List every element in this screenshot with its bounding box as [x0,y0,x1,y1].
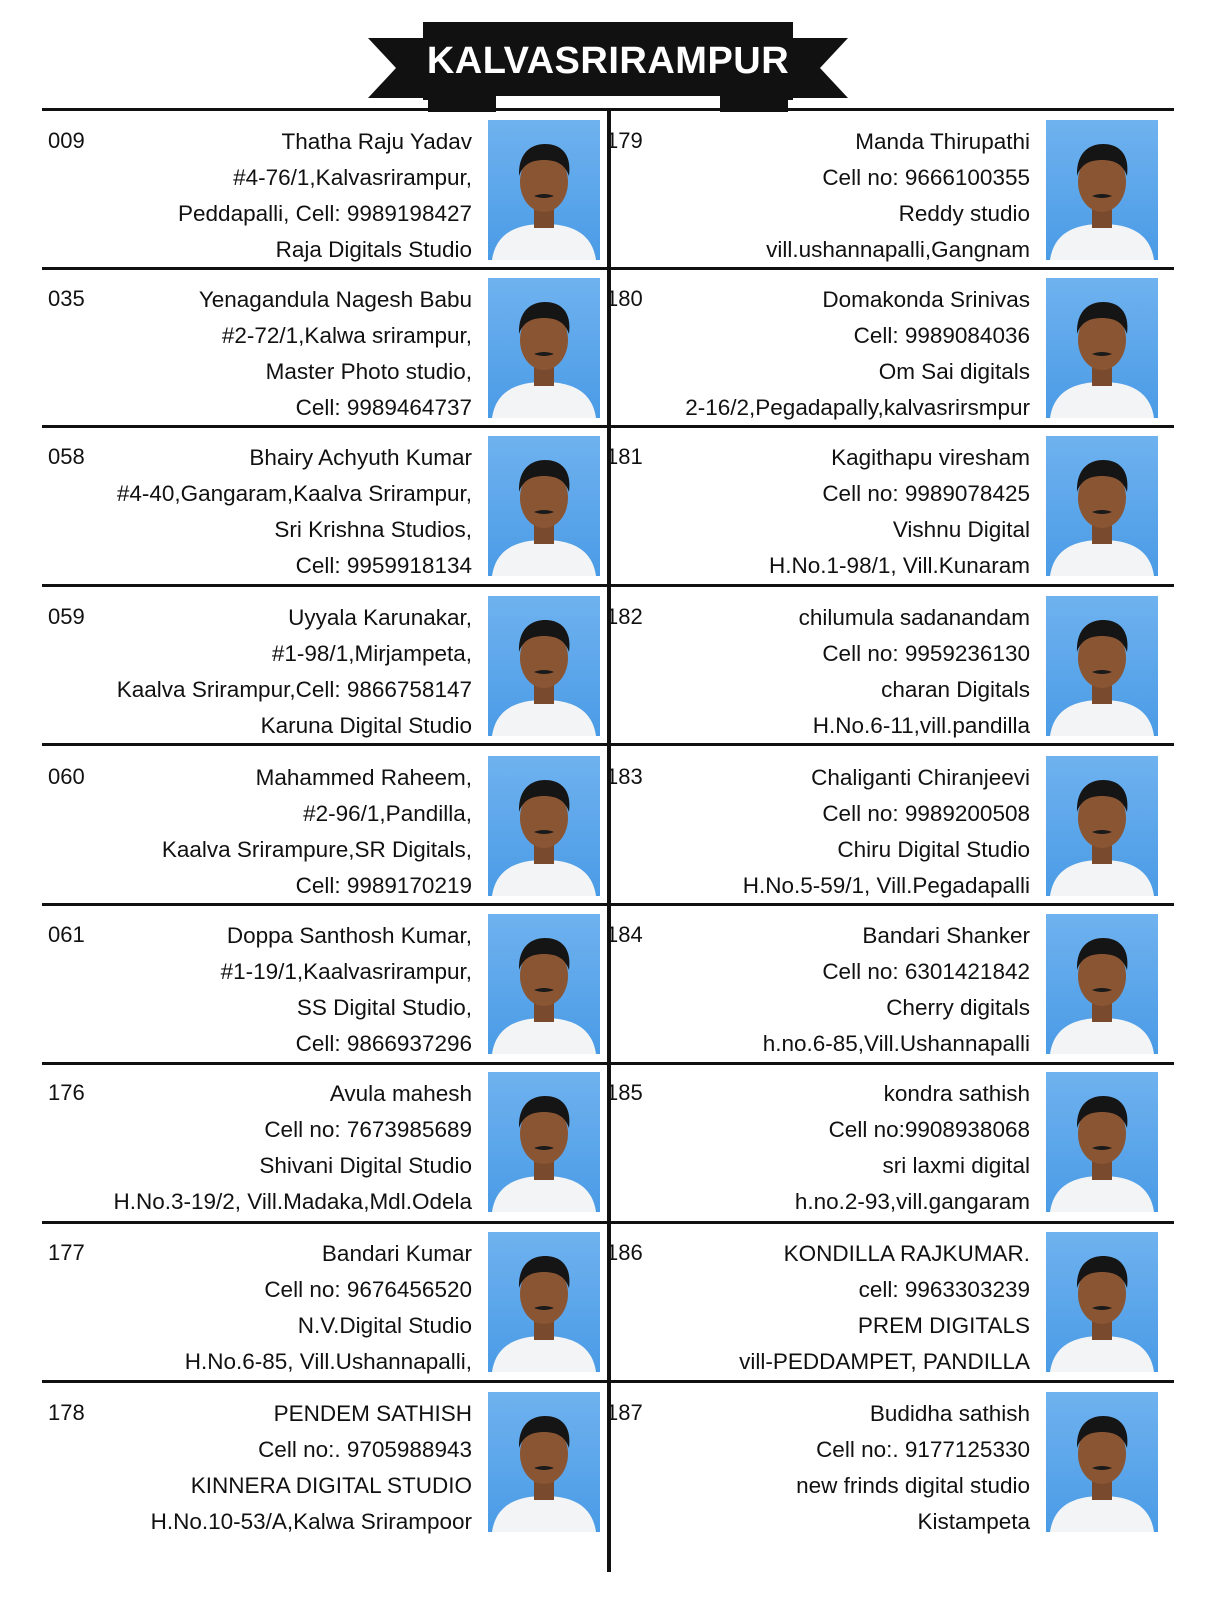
member-name: Domakonda Srinivas [822,287,1030,312]
member-details [743,760,1030,904]
member-photo [1046,1232,1158,1372]
page-title: KALVASRIRAMPUR [426,40,790,82]
member-line-4: H.No.3-19/2, Vill.Madaka,Mdl.Odela [113,1189,472,1214]
member-name: Yenagandula Nagesh Babu [198,287,472,312]
member-entry [42,430,602,580]
member-line-3: new frinds digital studio [796,1473,1030,1498]
member-name: Bandari Kumar [321,1241,472,1266]
member-number: 186 [606,1240,643,1265]
member-line-2: Cell no:. 9705988943 [258,1437,472,1462]
member-line-4: h.no.2-93,vill.gangaram [794,1189,1030,1214]
member-number: 180 [606,286,643,311]
member-details [117,600,472,744]
member-entry [42,1066,602,1216]
member-number: 183 [606,764,643,789]
member-name: Mahammed Raheem, [255,765,472,790]
member-photo [1046,436,1158,576]
member-number: 181 [606,444,643,469]
member-line-3: charan Digitals [881,677,1030,702]
member-details [795,1076,1030,1220]
member-photo [488,436,600,576]
member-number: 187 [606,1400,643,1425]
member-entry [600,1386,1160,1536]
member-entry [600,908,1160,1058]
member-entry [42,114,602,264]
member-line-4: 2-16/2,Pegadapally,kalvasrirsmpur [685,395,1030,420]
member-name: Manda Thirupathi [855,129,1030,154]
member-line-3: Chiru Digital Studio [837,837,1030,862]
member-line-3: Kaalva Srirampure,SR Digitals, [161,837,472,862]
member-name: Chaliganti Chiranjeevi [811,765,1030,790]
member-number: 061 [48,922,85,947]
member-details [199,282,472,426]
member-line-4: Cell: 9989170219 [295,873,472,898]
member-line-3: Vishnu Digital [892,517,1030,542]
member-line-4: h.no.6-85,Vill.Ushannapalli [762,1031,1030,1056]
member-details [113,1076,472,1220]
member-photo [488,120,600,260]
member-number: 182 [606,604,643,629]
member-number: 035 [48,286,85,311]
member-entry [600,590,1160,740]
member-line-2: #4-40,Gangaram,Kaalva Srirampur, [116,481,472,506]
member-number: 184 [606,922,643,947]
member-line-3: N.V.Digital Studio [297,1313,472,1338]
member-line-2: #1-98/1,Mirjampeta, [271,641,472,666]
row-divider [42,584,1174,587]
member-line-2: Cell no:. 9177125330 [816,1437,1030,1462]
member-name: PENDEM SATHISH [273,1401,472,1426]
member-photo [1046,120,1158,260]
member-details [739,1236,1030,1380]
member-photo [1046,914,1158,1054]
member-line-2: #1-19/1,Kaalvasrirampur, [220,959,472,984]
member-number: 009 [48,128,85,153]
member-line-4: vill.ushannapalli,Gangnam [766,237,1030,262]
member-line-4: H.No.6-85, Vill.Ushannapalli, [184,1349,472,1374]
member-entry [42,1226,602,1376]
member-photo [1046,596,1158,736]
member-line-3: Peddapalli, Cell: 9989198427 [178,201,472,226]
member-line-2: #2-72/1,Kalwa srirampur, [221,323,472,348]
member-line-3: PREM DIGITALS [857,1313,1030,1338]
member-line-3: Reddy studio [898,201,1030,226]
member-name: Avula mahesh [329,1081,472,1106]
member-photo [1046,756,1158,896]
member-line-4: Kistampeta [917,1509,1030,1534]
member-entry [600,1226,1160,1376]
member-name: Bhairy Achyuth Kumar [249,445,472,470]
member-name: Thatha Raju Yadav [281,129,472,154]
member-photo [1046,1072,1158,1212]
row-divider [42,108,1174,111]
member-number: 179 [606,128,643,153]
member-name: KONDILLA RAJKUMAR. [783,1241,1030,1266]
member-line-4: Cell: 9989464737 [295,395,472,420]
member-number: 176 [48,1080,85,1105]
member-photo [1046,278,1158,418]
member-line-3: Cherry digitals [886,995,1030,1020]
member-name: Bandari Shanker [862,923,1030,948]
member-details [685,282,1030,426]
member-line-2: Cell no: 6301421842 [822,959,1030,984]
member-details [185,1236,472,1380]
member-number: 058 [48,444,85,469]
member-photo [488,278,600,418]
member-line-2: Cell no: 7673985689 [264,1117,472,1142]
member-photo [488,1072,600,1212]
member-line-4: H.No.10-53/A,Kalwa Srirampoor [150,1509,472,1534]
member-line-2: Cell no:9908938068 [828,1117,1030,1142]
member-number: 178 [48,1400,85,1425]
member-line-3: Om Sai digitals [878,359,1030,384]
member-line-3: Kaalva Srirampur,Cell: 9866758147 [116,677,472,702]
member-line-4: H.No.6-11,vill.pandilla [812,713,1030,738]
member-line-2: cell: 9963303239 [858,1277,1030,1302]
member-entry [600,272,1160,422]
member-entry [600,1066,1160,1216]
member-line-2: #4-76/1,Kalvasrirampur, [233,165,472,190]
member-details [763,918,1030,1062]
member-name: kondra sathish [883,1081,1030,1106]
member-line-3: sri laxmi digital [882,1153,1030,1178]
row-divider [42,1062,1174,1065]
member-entry [42,272,602,422]
member-details [162,760,472,904]
member-line-4: Karuna Digital Studio [260,713,472,738]
member-line-2: Cell no: 9666100355 [822,165,1030,190]
member-line-4: Cell: 9959918134 [295,553,472,578]
member-photo [1046,1392,1158,1532]
member-line-2: Cell: 9989084036 [853,323,1030,348]
member-entry [42,750,602,900]
member-line-2: #2-96/1,Pandilla, [303,801,472,826]
member-details [221,918,472,1062]
row-divider [42,1380,1174,1383]
member-line-4: H.No.5-59/1, Vill.Pegadapalli [742,873,1030,898]
member-photo [488,756,600,896]
member-number: 060 [48,764,85,789]
row-divider [42,1221,1174,1224]
member-name: Budidha sathish [869,1401,1030,1426]
member-details [117,440,472,584]
member-line-2: Cell no: 9676456520 [264,1277,472,1302]
member-number: 185 [606,1080,643,1105]
member-details [151,1396,472,1540]
member-entry [42,590,602,740]
member-details [766,124,1030,268]
member-name: Kagithapu viresham [831,445,1030,470]
member-photo [488,1392,600,1532]
member-number: 177 [48,1240,85,1265]
member-photo [488,1232,600,1372]
member-line-3: SS Digital Studio, [296,995,472,1020]
member-line-4: vill-PEDDAMPET, PANDILLA [739,1349,1030,1374]
member-details [796,1396,1030,1540]
member-photo [488,596,600,736]
member-details [178,124,472,268]
member-entry [600,750,1160,900]
member-details [799,600,1030,744]
member-entry [42,908,602,1058]
member-entry [600,430,1160,580]
member-name: Doppa Santhosh Kumar, [226,923,472,948]
member-line-3: Sri Krishna Studios, [274,517,472,542]
member-line-2: Cell no: 9959236130 [822,641,1030,666]
member-line-2: Cell no: 9989200508 [822,801,1030,826]
member-line-4: Raja Digitals Studio [275,237,472,262]
member-details [769,440,1030,584]
member-line-4: H.No.1-98/1, Vill.Kunaram [769,553,1030,578]
member-number: 059 [48,604,85,629]
member-name: chilumula sadanandam [798,605,1030,630]
member-name: Uyyala Karunakar, [288,605,472,630]
member-line-3: Master Photo studio, [265,359,472,384]
member-line-4: Cell: 9866937296 [295,1031,472,1056]
member-entry [600,114,1160,264]
member-photo [488,914,600,1054]
member-line-3: Shivani Digital Studio [259,1153,472,1178]
member-line-2: Cell no: 9989078425 [822,481,1030,506]
member-entry [42,1386,602,1536]
member-line-3: KINNERA DIGITAL STUDIO [190,1473,472,1498]
title-banner [368,20,848,112]
